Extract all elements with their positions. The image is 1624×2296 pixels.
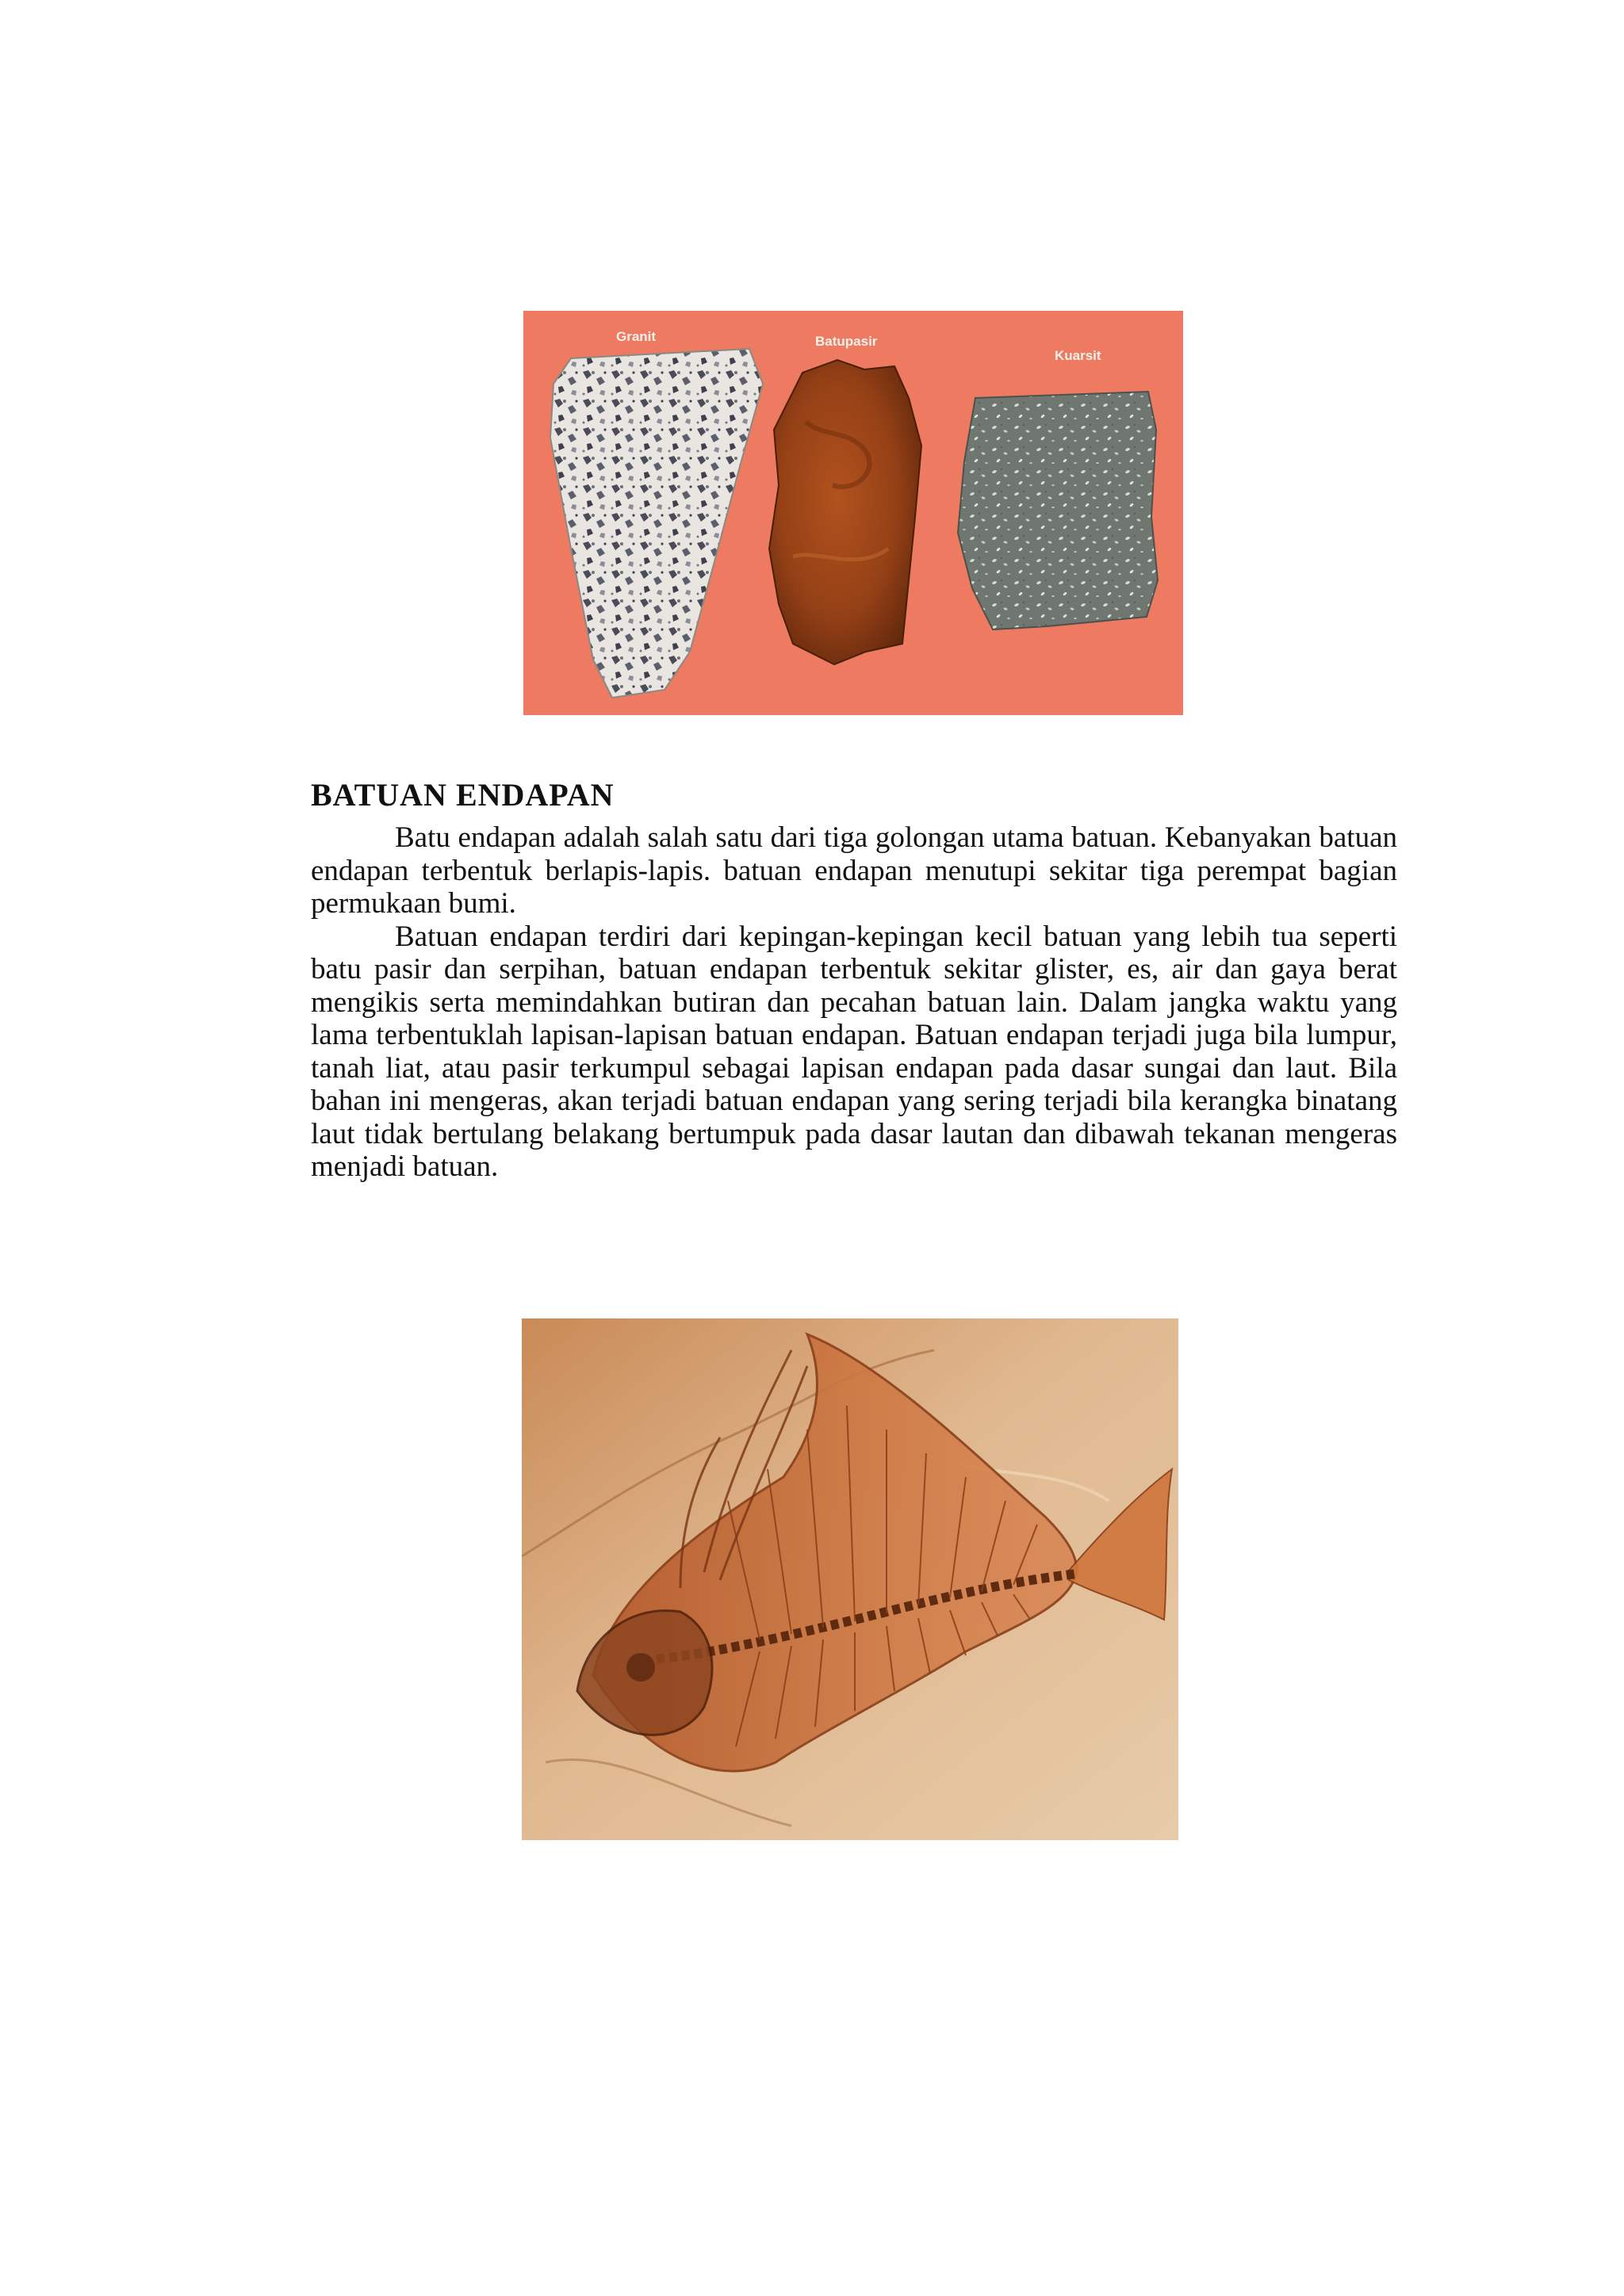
quartzite-sample <box>958 392 1158 629</box>
label-granit: Granit <box>616 329 657 344</box>
paragraph-1: Batu endapan adalah salah satu dari tiga golongan utama batuan. Kebanyakan batuan endapan terbentuk berlapis-lapis. batuan endapan menutupi sekitar tiga perempat bagian permukaan bumi. <box>311 821 1397 920</box>
label-batupasir: Batupasir <box>815 334 878 349</box>
fish-fossil-figure <box>522 1318 1178 1840</box>
body-text <box>311 821 1397 1184</box>
sandstone-sample <box>769 360 921 664</box>
section-heading: BATUAN ENDAPAN <box>311 776 615 813</box>
granite-sample <box>550 349 763 698</box>
paragraph-2: Batuan endapan terdiri dari kepingan-kepingan kecil batuan yang lebih tua seperti batu pasir dan serpihan, batuan endapan terbentuk sekitar glister, es, air dan gaya berat mengikis serta memindahkan butiran dan pecahan batuan lain. Dalam jangka waktu yang lama terbentuklah lapisan-lapisan batuan endapan. Batuan endapan terjadi juga bila lumpur, tanah liat, atau pasir terkumpul sebagai lapisan endapan pada dasar sungai dan laut. Bila bahan ini mengeras, akan terjadi batuan endapan yang sering terjadi bila kerangka binatang laut tidak bertulang belakang bertumpuk pada dasar lautan dan dibawah tekanan mengeras menjadi batuan. <box>311 920 1397 1183</box>
label-kuarsit: Kuarsit <box>1055 348 1101 363</box>
rock-samples-figure <box>523 311 1183 715</box>
